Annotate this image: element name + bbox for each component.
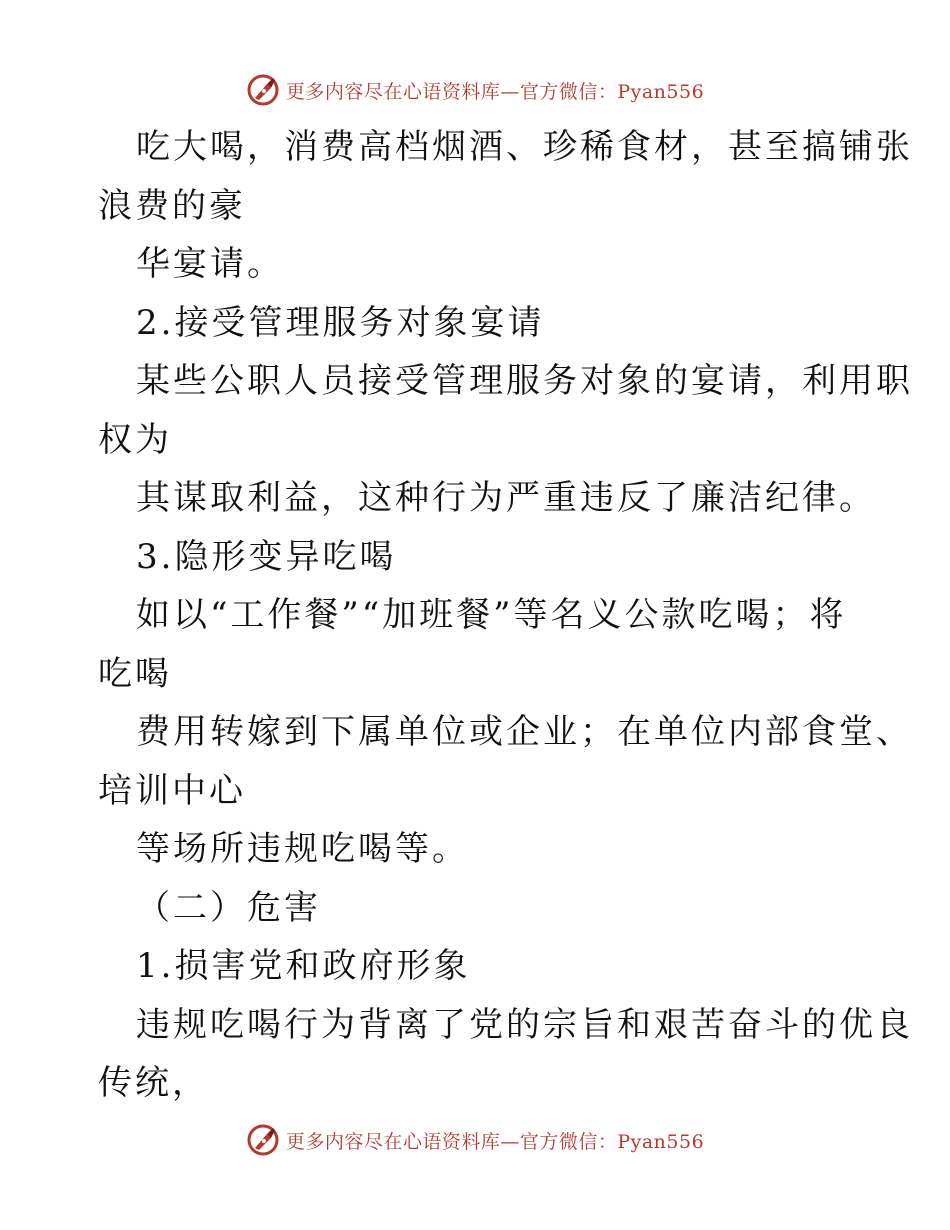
body-text-line: 华宴请。 xyxy=(136,244,284,284)
body-text-line: 传统， xyxy=(98,1063,209,1103)
body-text-line: 3.隐形变异吃喝 xyxy=(136,536,397,577)
body-text-line: 2.接受管理服务对象宴请 xyxy=(136,302,545,343)
footer-watermark-text: 更多内容尽在心语资料库—官方微信：Pyan556 xyxy=(285,1130,705,1153)
pen-nib-logo-icon xyxy=(246,73,280,107)
body-text-line: （二）危害 xyxy=(136,887,321,928)
document-body xyxy=(98,118,913,1113)
body-text-line: 等场所违规吃喝等。 xyxy=(136,829,469,869)
footer-watermark xyxy=(0,1120,950,1160)
body-text-line: 浪费的豪 xyxy=(98,185,246,226)
body-text-line: 如以“工作餐”“加班餐”等名义公款吃喝；将 xyxy=(136,595,847,635)
body-text-line: 1.损害党和政府形象 xyxy=(136,946,471,986)
body-text-line: 吃大喝，消费高档烟酒、珍稀食材，甚至搞铺张 xyxy=(136,127,913,167)
header-watermark xyxy=(0,70,950,110)
body-text-line: 违规吃喝行为背离了党的宗旨和艰苦奋斗的优良 xyxy=(136,1004,913,1045)
header-watermark-text: 更多内容尽在心语资料库—官方微信：Pyan556 xyxy=(285,80,705,103)
pen-nib-logo-icon xyxy=(246,1123,280,1157)
body-text-line: 费用转嫁到下属单位或企业；在单位内部食堂、 xyxy=(136,712,913,752)
body-text-line: 培训中心 xyxy=(98,770,246,811)
body-text-line: 吃喝 xyxy=(98,653,172,694)
body-text-line: 权为 xyxy=(98,419,172,460)
body-text-line: 其谋取利益，这种行为严重违反了廉洁纪律。 xyxy=(136,478,876,518)
body-text-line: 某些公职人员接受管理服务对象的宴请，利用职 xyxy=(136,361,913,401)
